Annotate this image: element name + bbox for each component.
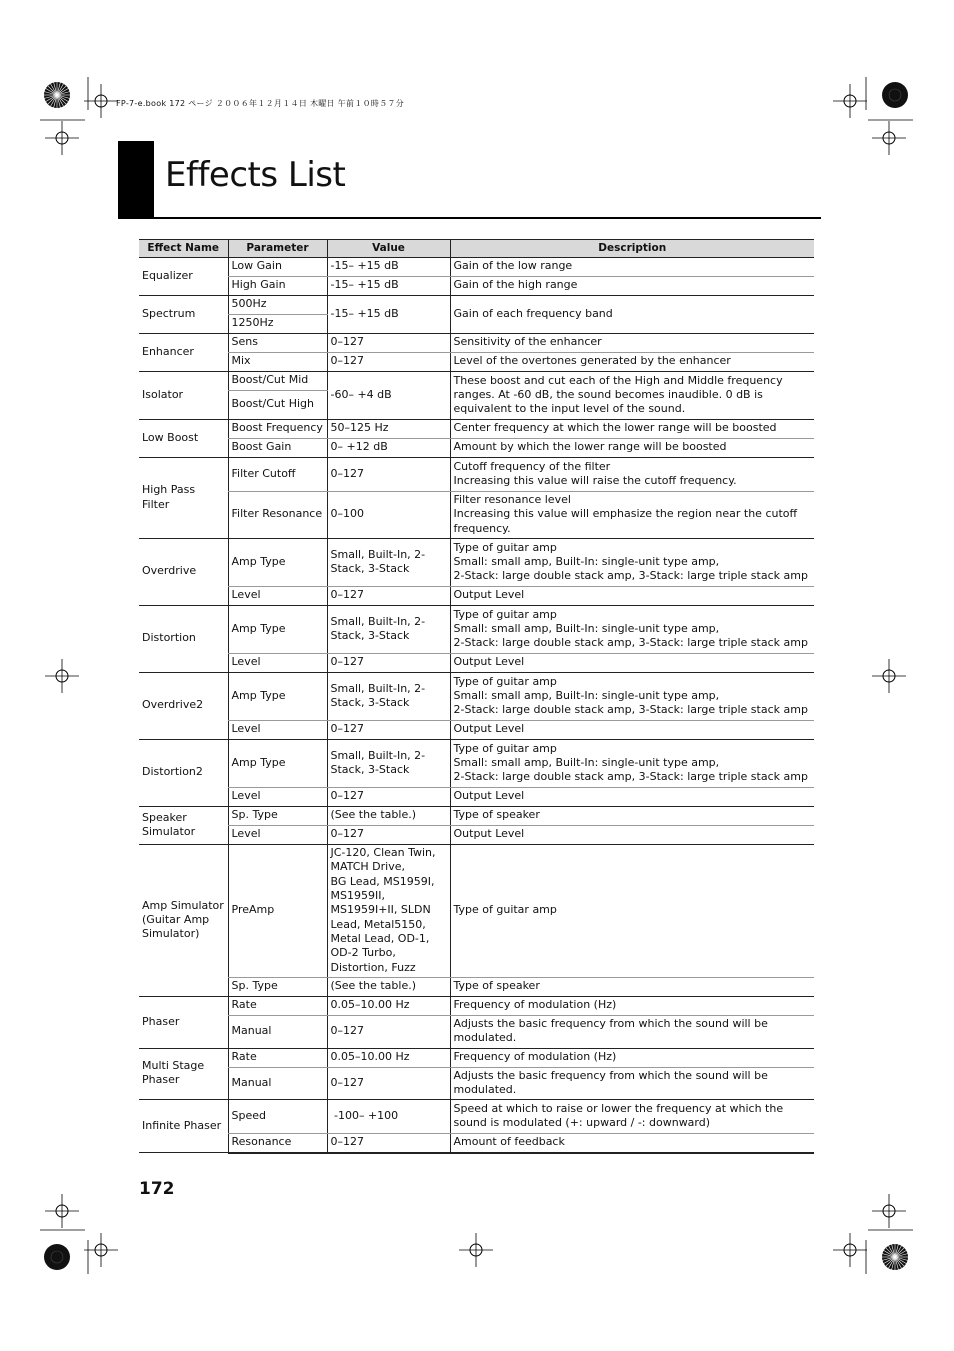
title-rule <box>118 217 821 219</box>
description: Output Level <box>450 587 814 606</box>
table-row <box>139 296 814 315</box>
description: Output Level <box>450 654 814 673</box>
effect-name: Amp Simulator (Guitar Amp Simulator) <box>139 845 228 997</box>
parameter: Boost Gain <box>228 439 327 458</box>
col-header-value: Value <box>327 240 450 258</box>
value: -100– +100 <box>327 1100 450 1134</box>
parameter: Boost/Cut High <box>228 391 327 420</box>
description: Level of the overtones generated by the enhancer <box>450 353 814 372</box>
description: Frequency of modulation (Hz) <box>450 997 814 1016</box>
table-row <box>139 654 814 673</box>
page-number: 172 <box>139 1179 175 1199</box>
value: 0.05–10.00 Hz <box>327 997 450 1016</box>
description: Gain of the high range <box>450 277 814 296</box>
parameter: Boost/Cut Mid <box>228 372 327 391</box>
parameter: Level <box>228 788 327 807</box>
table-row <box>139 353 814 372</box>
parameter: Boost Frequency <box>228 420 327 439</box>
parameter: Speed <box>228 1100 327 1134</box>
value: 0.05–10.00 Hz <box>327 1048 450 1067</box>
value: Small, Built-In, 2-Stack, 3-Stack <box>327 539 450 587</box>
parameter: Mix <box>228 353 327 372</box>
value: 0–127 <box>327 1016 450 1049</box>
table-row <box>139 492 814 539</box>
parameter: Sp. Type <box>228 807 327 826</box>
value: 0–127 <box>327 1067 450 1100</box>
value: -15– +15 dB <box>327 258 450 277</box>
parameter: Manual <box>228 1067 327 1100</box>
parameter: Level <box>228 826 327 845</box>
effect-name: Isolator <box>139 372 228 420</box>
value: 0–100 <box>327 492 450 539</box>
value: (See the table.) <box>327 807 450 826</box>
parameter: Amp Type <box>228 606 327 654</box>
table-row <box>139 1016 814 1049</box>
effect-name: Overdrive2 <box>139 673 228 740</box>
table-row <box>139 978 814 997</box>
solid-dot-icon <box>44 1244 70 1270</box>
parameter: High Gain <box>228 277 327 296</box>
table-row <box>139 788 814 807</box>
parameter: Resonance <box>228 1134 327 1153</box>
value: 0–127 <box>327 826 450 845</box>
table-row <box>139 587 814 606</box>
description: Filter resonance level Increasing this value will emphasize the region near the cutoff frequency. <box>450 492 814 539</box>
parameter: Level <box>228 721 327 740</box>
value: 0–127 <box>327 788 450 807</box>
description: Type of guitar amp <box>450 845 814 978</box>
effect-name: Low Boost <box>139 420 228 458</box>
value: 0–127 <box>327 654 450 673</box>
table-row <box>139 458 814 492</box>
description: Cutoff frequency of the filter Increasing this value will raise the cutoff frequency. <box>450 458 814 492</box>
description: Type of speaker <box>450 978 814 997</box>
value: JC-120, Clean Twin, MATCH Drive, BG Lead, MS1959I, MS1959II, MS1959I+II, SLDN Lead, Metal5150, Metal Lead, OD-1, OD-2 Turbo, Distortion, Fuzz <box>327 845 450 978</box>
table-row <box>139 826 814 845</box>
parameter: Low Gain <box>228 258 327 277</box>
effects-table <box>139 239 814 1154</box>
description: Amount by which the lower range will be boosted <box>450 439 814 458</box>
table-row <box>139 277 814 296</box>
table-row <box>139 539 814 587</box>
table-row <box>139 845 814 978</box>
parameter: Rate <box>228 997 327 1016</box>
value: 0–127 <box>327 458 450 492</box>
value: 0– +12 dB <box>327 439 450 458</box>
description: Type of guitar amp Small: small amp, Built-In: single-unit type amp, 2-Stack: large double stack amp, 3-Stack: large triple stack amp <box>450 673 814 721</box>
description: Frequency of modulation (Hz) <box>450 1048 814 1067</box>
col-header-description: Description <box>450 240 814 258</box>
effect-name: Enhancer <box>139 334 228 372</box>
parameter: Sens <box>228 334 327 353</box>
description: Gain of each frequency band <box>450 296 814 334</box>
table-row <box>139 807 814 826</box>
description: Amount of feedback <box>450 1134 814 1153</box>
description: Type of guitar amp Small: small amp, Built-In: single-unit type amp, 2-Stack: large double stack amp, 3-Stack: large triple stack amp <box>450 606 814 654</box>
description: Speed at which to raise or lower the frequency at which the sound is modulated (+: upward / -: downward) <box>450 1100 814 1134</box>
value: 50–125 Hz <box>327 420 450 439</box>
parameter: Filter Cutoff <box>228 458 327 492</box>
parameter: Manual <box>228 1016 327 1049</box>
value: Small, Built-In, 2-Stack, 3-Stack <box>327 673 450 721</box>
book-header-info: FP-7-e.book 172 ページ ２００６年１２月１４日 木曜日 午前１０時５７分 <box>116 99 405 108</box>
effect-name: Equalizer <box>139 258 228 296</box>
value: (See the table.) <box>327 978 450 997</box>
parameter: Amp Type <box>228 673 327 721</box>
value: Small, Built-In, 2-Stack, 3-Stack <box>327 606 450 654</box>
parameter: 1250Hz <box>228 315 327 334</box>
table-row <box>139 258 814 277</box>
table-row <box>139 420 814 439</box>
value: 0–127 <box>327 1134 450 1153</box>
col-header-effect-name: Effect Name <box>139 240 228 258</box>
parameter: Level <box>228 587 327 606</box>
description: Sensitivity of the enhancer <box>450 334 814 353</box>
parameter: 500Hz <box>228 296 327 315</box>
description: Center frequency at which the lower range will be boosted <box>450 420 814 439</box>
parameter: Amp Type <box>228 740 327 788</box>
value: -15– +15 dB <box>327 296 450 334</box>
value: -60– +4 dB <box>327 372 450 420</box>
parameter: Rate <box>228 1048 327 1067</box>
description: Output Level <box>450 826 814 845</box>
table-row <box>139 334 814 353</box>
effect-name: Distortion <box>139 606 228 673</box>
description: Output Level <box>450 721 814 740</box>
effect-name: Spectrum <box>139 296 228 334</box>
parameter: Amp Type <box>228 539 327 587</box>
table-row <box>139 439 814 458</box>
col-header-parameter: Parameter <box>228 240 327 258</box>
description: These boost and cut each of the High and Middle frequency ranges. At -60 dB, the sound becomes inaudible. 0 dB is equivalent to the input level of the sound. <box>450 372 814 420</box>
table-row <box>139 1048 814 1067</box>
description: Output Level <box>450 788 814 807</box>
description: Gain of the low range <box>450 258 814 277</box>
effect-name: Infinite Phaser <box>139 1100 228 1153</box>
value: 0–127 <box>327 721 450 740</box>
effect-name: Phaser <box>139 997 228 1049</box>
value: 0–127 <box>327 353 450 372</box>
description: Adjusts the basic frequency from which the sound will be modulated. <box>450 1067 814 1100</box>
table-row <box>139 721 814 740</box>
solid-dot-icon <box>882 82 908 108</box>
parameter: Filter Resonance <box>228 492 327 539</box>
page-title: Effects List <box>165 155 346 195</box>
description: Type of speaker <box>450 807 814 826</box>
description: Type of guitar amp Small: small amp, Built-In: single-unit type amp, 2-Stack: large double stack amp, 3-Stack: large triple stack amp <box>450 740 814 788</box>
parameter: PreAmp <box>228 845 327 978</box>
value: 0–127 <box>327 334 450 353</box>
table-row <box>139 740 814 788</box>
table-row <box>139 372 814 391</box>
description: Type of guitar amp Small: small amp, Built-In: single-unit type amp, 2-Stack: large double stack amp, 3-Stack: large triple stack amp <box>450 539 814 587</box>
table-row <box>139 606 814 654</box>
parameter: Sp. Type <box>228 978 327 997</box>
parameter: Level <box>228 654 327 673</box>
table-row <box>139 1067 814 1100</box>
table-row <box>139 1134 814 1153</box>
table-header-row <box>139 240 814 258</box>
effect-name: Overdrive <box>139 539 228 606</box>
effect-name: High Pass Filter <box>139 458 228 539</box>
title-block <box>118 141 154 219</box>
effect-name: Multi Stage Phaser <box>139 1048 228 1100</box>
value: -15– +15 dB <box>327 277 450 296</box>
table-row <box>139 1100 814 1134</box>
value: 0–127 <box>327 587 450 606</box>
value: Small, Built-In, 2-Stack, 3-Stack <box>327 740 450 788</box>
description: Adjusts the basic frequency from which the sound will be modulated. <box>450 1016 814 1049</box>
table-row <box>139 997 814 1016</box>
table-row <box>139 673 814 721</box>
effect-name: Speaker Simulator <box>139 807 228 845</box>
effect-name: Distortion2 <box>139 740 228 807</box>
